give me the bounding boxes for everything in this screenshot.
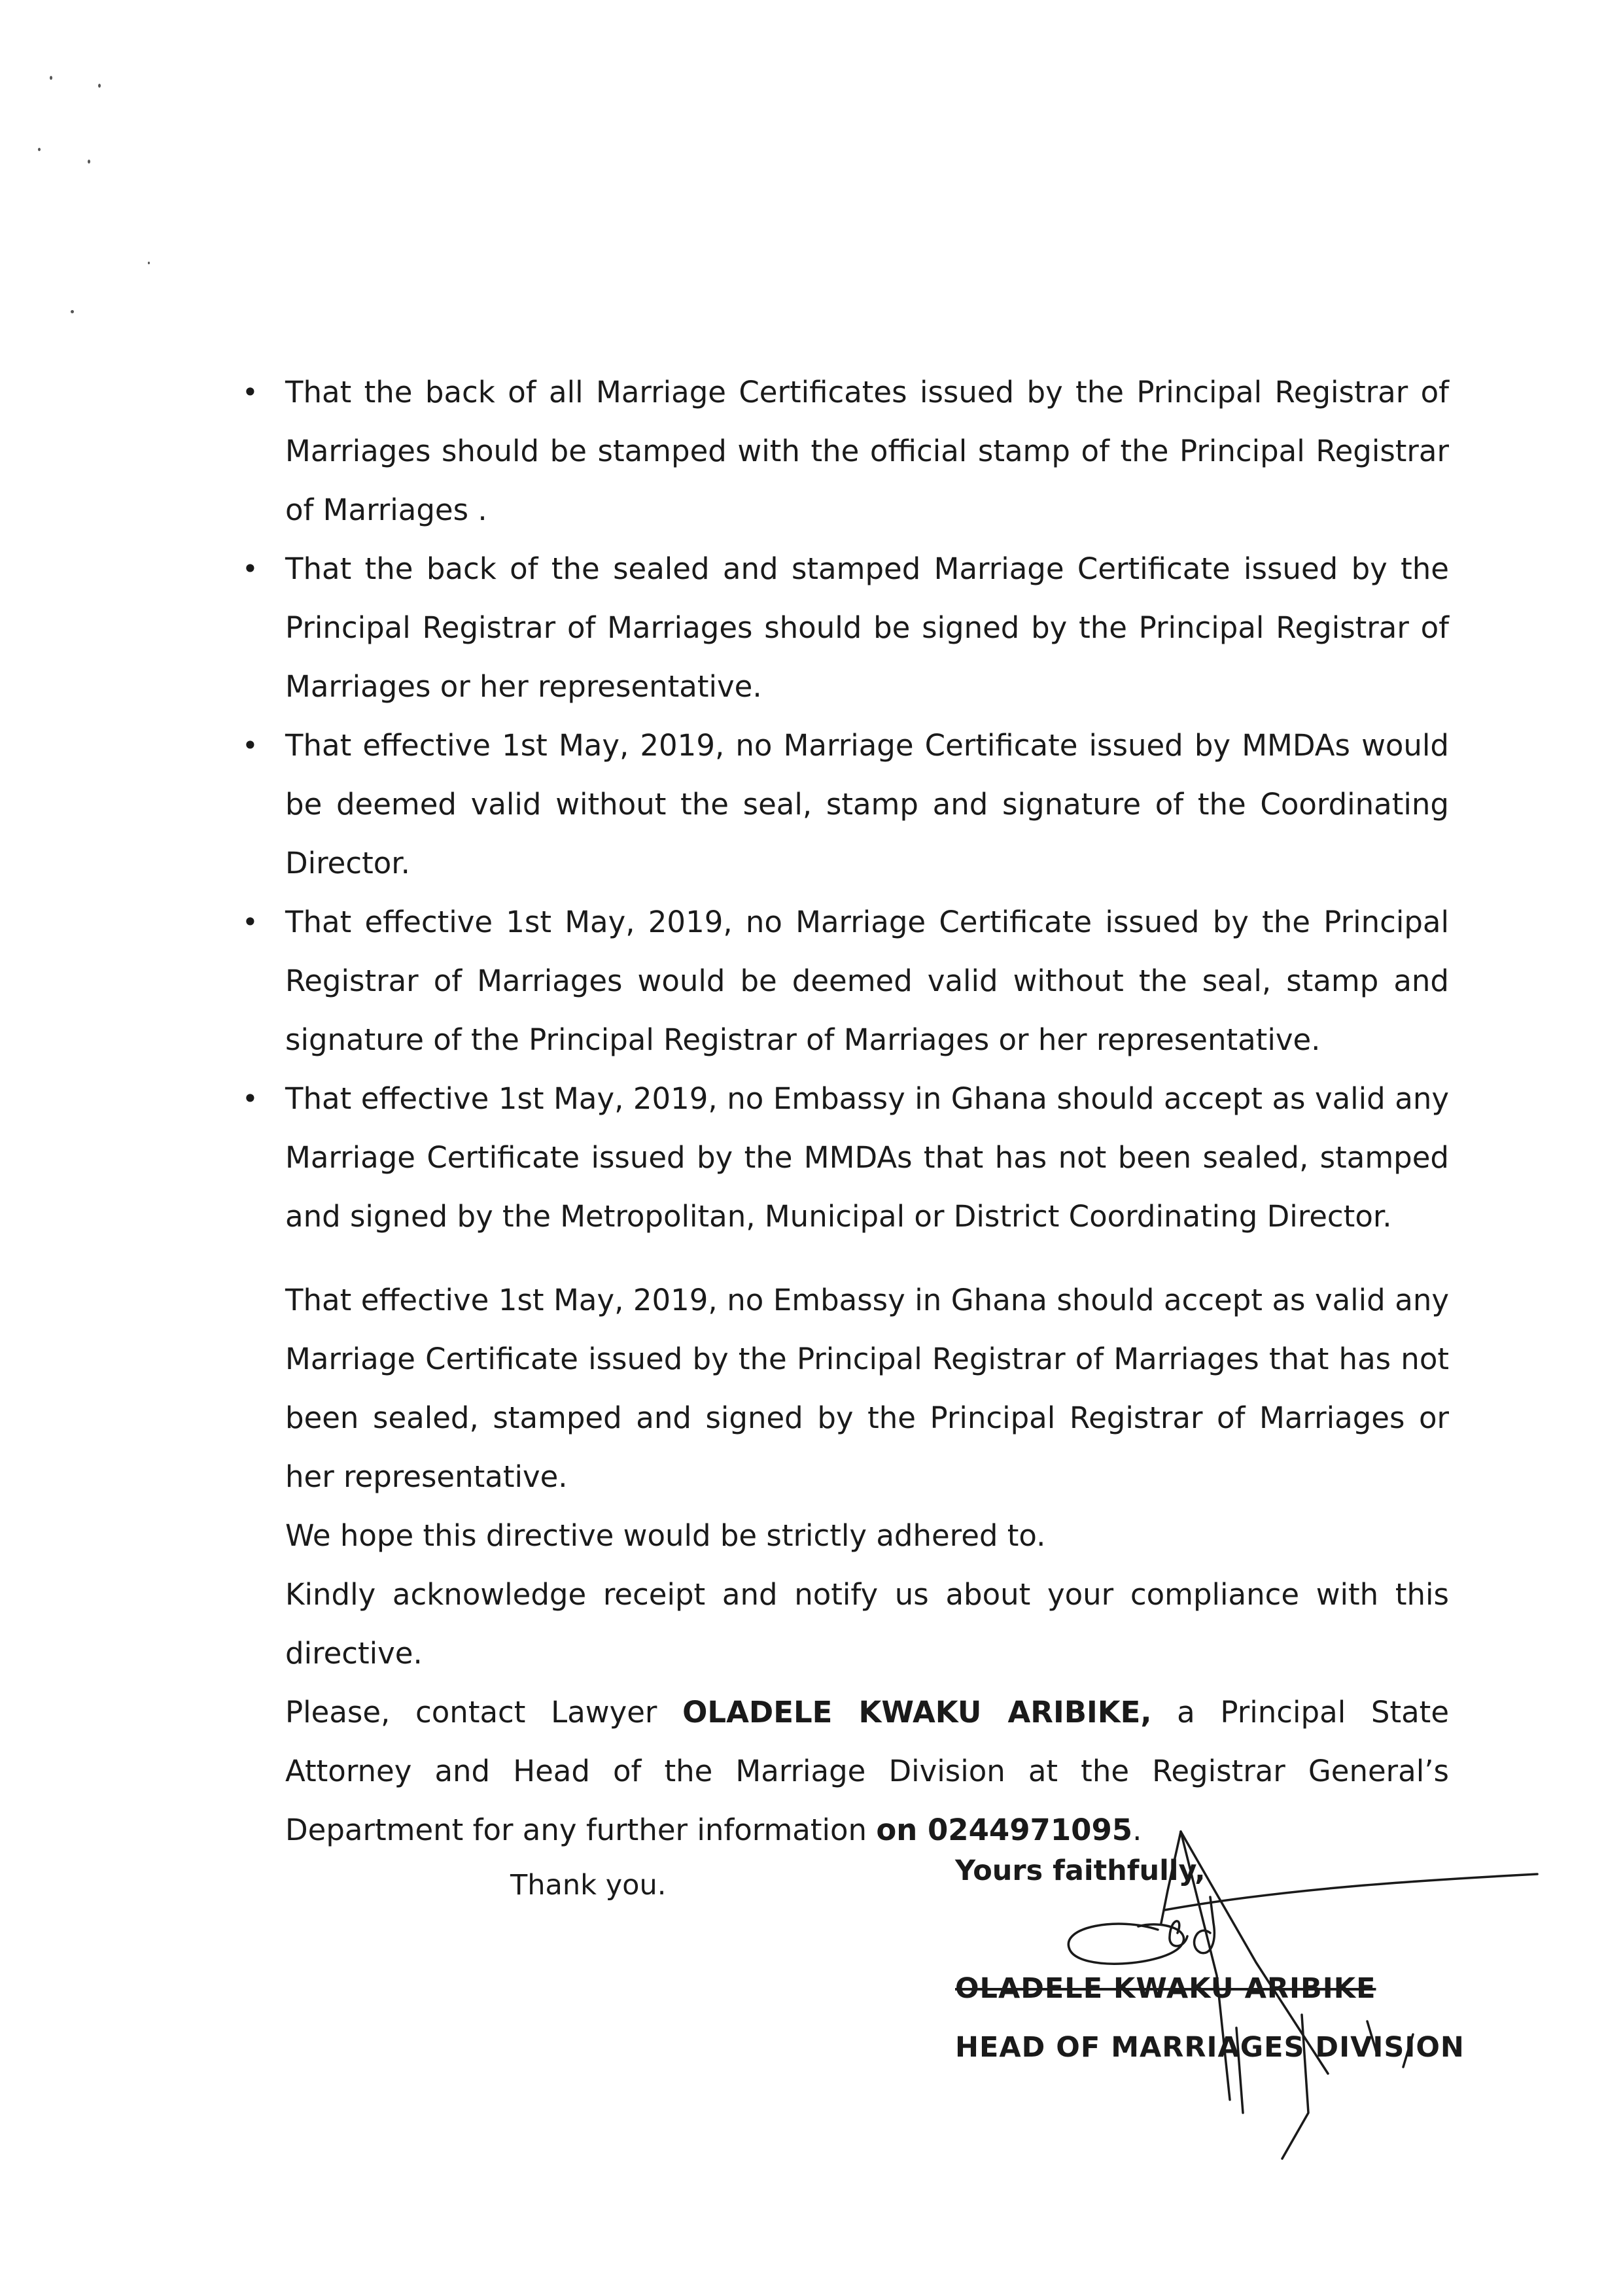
contact-middle: a Principal State Attorney and Head of the Marriage Division at the Registrar General’s Department for any further information (285, 1695, 1450, 1847)
bullet-icon: • (242, 1083, 258, 1115)
scan-speck (148, 262, 150, 264)
hope-paragraph: We hope this directive would be strictly adhered to. (285, 1518, 1046, 1553)
embassy-paragraph: That effective 1st May, 2019, no Embassy in Ghana should accept as valid any Marriage Certificate issued by the Principal Registrar of Marriages that has not been sealed, stamped and signed by the Principal Registrar of Marriages or her representative. (285, 1283, 1449, 1494)
contact-prefix: Please, contact Lawyer (285, 1695, 657, 1730)
contact-name: OLADELE KWAKU ARIBIKE, (682, 1695, 1152, 1730)
letter-body (236, 363, 1449, 1911)
signatory-title: HEAD OF MARRIAGES DIVISION (955, 2031, 1465, 2064)
directive-item (236, 716, 1449, 893)
thank-you: Thank you. (510, 1869, 667, 1902)
directive-list (236, 363, 1449, 1246)
directive-text: That the back of all Marriage Certificates issued by the Principal Registrar of Marriages should be stamped with the official stamp of the Principal Registrar of Marriages . (285, 375, 1449, 527)
scan-speck (98, 84, 101, 88)
acknowledge-paragraph: Kindly acknowledge receipt and notify us about your compliance with this directive. (285, 1577, 1449, 1671)
signatory-name: OLADELE KWAKU ARIBIKE (955, 1972, 1376, 2005)
contact-phone: on 0244971095 (876, 1813, 1133, 1847)
scan-speck (50, 76, 52, 80)
handwritten-signature (1021, 1818, 1544, 2185)
scan-speck (38, 148, 41, 151)
directive-item (236, 893, 1449, 1070)
closing-line: Yours faithfully, (955, 1854, 1206, 1887)
directive-text: That the back of the sealed and stamped Marriage Certificate issued by the Principal Registrar of Marriages should be signed by the Principal Registrar of Marriages or her representative. (285, 551, 1449, 704)
directive-text: That effective 1st May, 2019, no Marriage Certificate issued by the Principal Registrar of Marriages would be deemed valid without the seal, stamp and signature of the Principal Registrar of Marriages or her representative. (285, 905, 1449, 1057)
bullet-icon: • (242, 729, 258, 761)
contact-suffix: . (1132, 1813, 1142, 1847)
directive-item (236, 363, 1449, 540)
scan-speck (88, 160, 90, 164)
bullet-icon: • (242, 906, 258, 938)
directive-item (236, 1070, 1449, 1246)
bullet-icon: • (242, 376, 258, 408)
directive-text: That effective 1st May, 2019, no Marriage Certificate issued by MMDAs would be deemed valid without the seal, stamp and signature of the Coordinating Director. (285, 728, 1449, 880)
directive-item (236, 540, 1449, 716)
bullet-icon: • (242, 553, 258, 585)
scan-speck (71, 310, 74, 313)
directive-text: That effective 1st May, 2019, no Embassy in Ghana should accept as valid any Marriage Certificate issued by the MMDAs that has not been sealed, stamped and signed by the Metropolitan, Municipal or District Coordinating Director. (285, 1081, 1449, 1234)
